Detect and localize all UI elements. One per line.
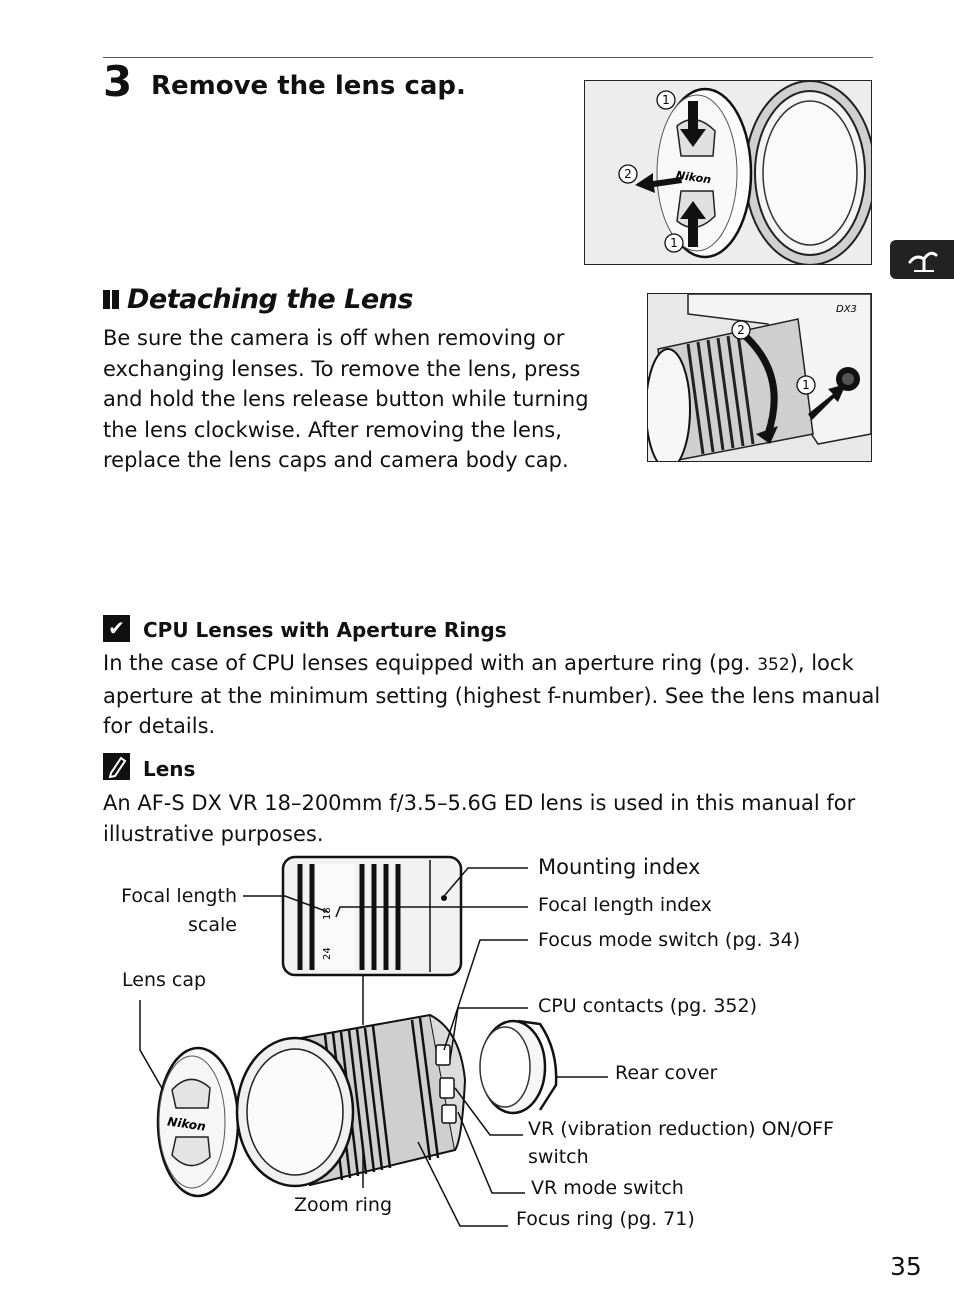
- label-focal-length-scale-2: scale: [188, 914, 237, 936]
- fig2-model: DX3: [836, 304, 857, 315]
- section-title: [103, 282, 413, 319]
- label-vr-switch-2: switch: [528, 1146, 589, 1168]
- fig2-marker-2: 2: [737, 323, 745, 337]
- note-lens-title: Lens: [143, 757, 196, 781]
- seedling-icon: [890, 240, 954, 279]
- section-marker-icon: [103, 283, 121, 319]
- scale-mark-24: 24: [322, 947, 333, 960]
- note-cpu-body-pre: In the case of CPU lenses equipped with an aperture ring (pg.: [103, 651, 758, 675]
- fig2-marker-1: 1: [802, 378, 810, 392]
- label-rear-cover: Rear cover: [615, 1062, 718, 1084]
- scale-mark-18: 18: [322, 907, 333, 920]
- label-focus-ring: Focus ring (pg. 71): [516, 1208, 695, 1230]
- detaching-body: Be sure the camera is off when removing or exchanging lenses. To remove the lens, press and hold the lens release button while turning the lens clockwise. After removing the lens, replace the lens caps and camera body cap.: [103, 326, 589, 472]
- note-cpu-body: [103, 648, 883, 742]
- fig1-marker-3: 1: [670, 236, 678, 250]
- step-title: Remove the lens cap.: [151, 71, 466, 101]
- note-lens-body: An AF-S DX VR 18–200mm f/3.5–5.6G ED lens is used in this manual for illustrative purposes.: [103, 791, 856, 846]
- label-lens-cap: Lens cap: [122, 969, 207, 991]
- section-tab: [890, 240, 954, 279]
- label-focal-length-scale-1: Focal length: [121, 885, 237, 907]
- fig1-cap-logo: Nikon: [675, 168, 712, 187]
- section-title-text: Detaching the Lens: [127, 284, 413, 315]
- note-cpu-title: CPU Lenses with Aperture Rings: [143, 618, 507, 642]
- fig1-marker-2: 2: [624, 167, 632, 181]
- label-focus-mode-switch: Focus mode switch (pg. 34): [538, 929, 801, 951]
- note-cpu-body-post: ), lock aperture at the minimum setting (highest f-number). See the lens manual for details.: [103, 651, 881, 738]
- note-cpu-page-ref: 352: [757, 655, 790, 675]
- pencil-icon: [103, 753, 130, 780]
- label-zoom-ring: Zoom ring: [294, 1194, 393, 1216]
- lens-cap-logo: Nikon: [166, 1114, 207, 1134]
- label-vr-mode-switch: VR mode switch: [531, 1177, 684, 1199]
- detach-lens-figure: [647, 293, 872, 462]
- label-cpu-contacts: CPU contacts (pg. 352): [538, 995, 758, 1017]
- label-mounting-index: Mounting index: [538, 855, 701, 879]
- label-focal-length-index: Focal length index: [538, 894, 712, 916]
- step-number: 3: [103, 57, 133, 106]
- label-vr-switch-1: VR (vibration reduction) ON/OFF: [528, 1118, 834, 1140]
- check-mark-icon: ✔: [103, 615, 130, 642]
- lens-cap-figure: [584, 80, 872, 265]
- fig1-marker-1: 1: [662, 93, 670, 107]
- page-number: 35: [890, 1252, 922, 1281]
- top-rule: [103, 57, 873, 58]
- lens-diagram: [100, 850, 860, 1240]
